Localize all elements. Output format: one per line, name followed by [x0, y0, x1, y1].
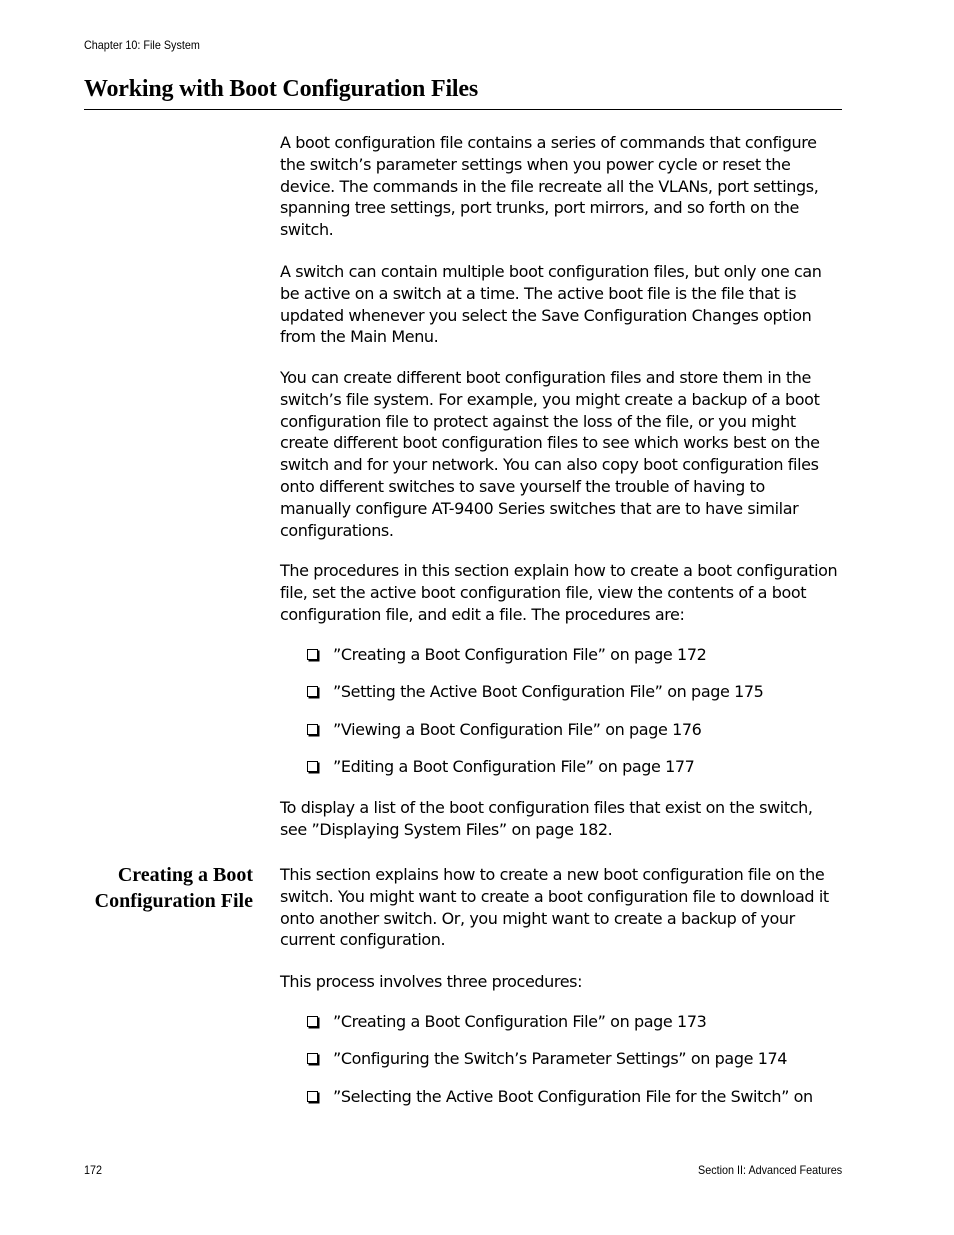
intro-closing-paragraph: To display a list of the boot configuration files that exist on the switch, see ”Displaying System Files” on page 182. [280, 798, 813, 839]
checkbox-icon [307, 686, 318, 697]
checkbox-icon [307, 761, 318, 772]
intro-paragraph-3: You can create different boot configuration files and store them in the switch’s file system. For example, you might create a backup of a boot configuration file to protect against the loss of the file, or you might create different boot configuration files to see which works best on the switch and for your network. You can also copy boot configuration files onto different switches to save yourself the trouble of having to manually configure AT-9400 Series switches that are to have similar configurations. [280, 368, 820, 540]
checkbox-icon [307, 1091, 318, 1102]
list-item: ”Selecting the Active Boot Configuration File for the Switch” on [307, 1086, 813, 1108]
running-footer: Section II: Advanced Features [697, 1163, 842, 1177]
list-item: ”Creating a Boot Configuration File” on page 172 [307, 644, 706, 666]
section-heading-creating: Creating a Boot Configuration File [94, 864, 253, 912]
creating-paragraph-2: This process involves three procedures: [280, 972, 583, 991]
creating-paragraph-1: This section explains how to create a new boot configuration file on the switch. You might want to create a boot configuration file to download it onto another switch. Or, you might want to create a backup of your current configuration. [280, 865, 829, 950]
checkbox-icon [307, 1016, 318, 1027]
list-item: ”Viewing a Boot Configuration File” on page 176 [307, 719, 701, 741]
checkbox-icon [307, 724, 318, 735]
intro-paragraph-1: A boot configuration file contains a series of commands that configure the switch’s parameter settings when you power cycle or reset the device. The commands in the file recreate all the VLANs, port settings, spanning tree settings, port trunks, port mirrors, and so forth on the switch. [280, 133, 819, 240]
intro-paragraph-2: A switch can contain multiple boot configuration files, but only one can be active on a switch at a time. The active boot file is the file that is updated whenever you select the Save Configuration Changes option from the Main Menu. [280, 262, 822, 347]
list-item: ”Creating a Boot Configuration File” on page 173 [307, 1011, 706, 1033]
title-rule [84, 109, 842, 110]
page-title: Working with Boot Configuration Files [84, 76, 478, 102]
running-header: Chapter 10: File System [84, 38, 200, 52]
checkbox-icon [307, 1053, 318, 1064]
checkbox-icon [307, 649, 318, 660]
intro-paragraph-4: The procedures in this section explain how to create a boot configuration file, set the active boot configuration file, view the contents of a boot configuration file, and edit a file. The procedures are: [280, 561, 838, 624]
page-number: 172 [84, 1163, 103, 1177]
list-item: ”Setting the Active Boot Configuration File” on page 175 [307, 681, 763, 703]
list-item: ”Configuring the Switch’s Parameter Settings” on page 174 [307, 1048, 787, 1070]
list-item: ”Editing a Boot Configuration File” on page 177 [307, 756, 694, 778]
